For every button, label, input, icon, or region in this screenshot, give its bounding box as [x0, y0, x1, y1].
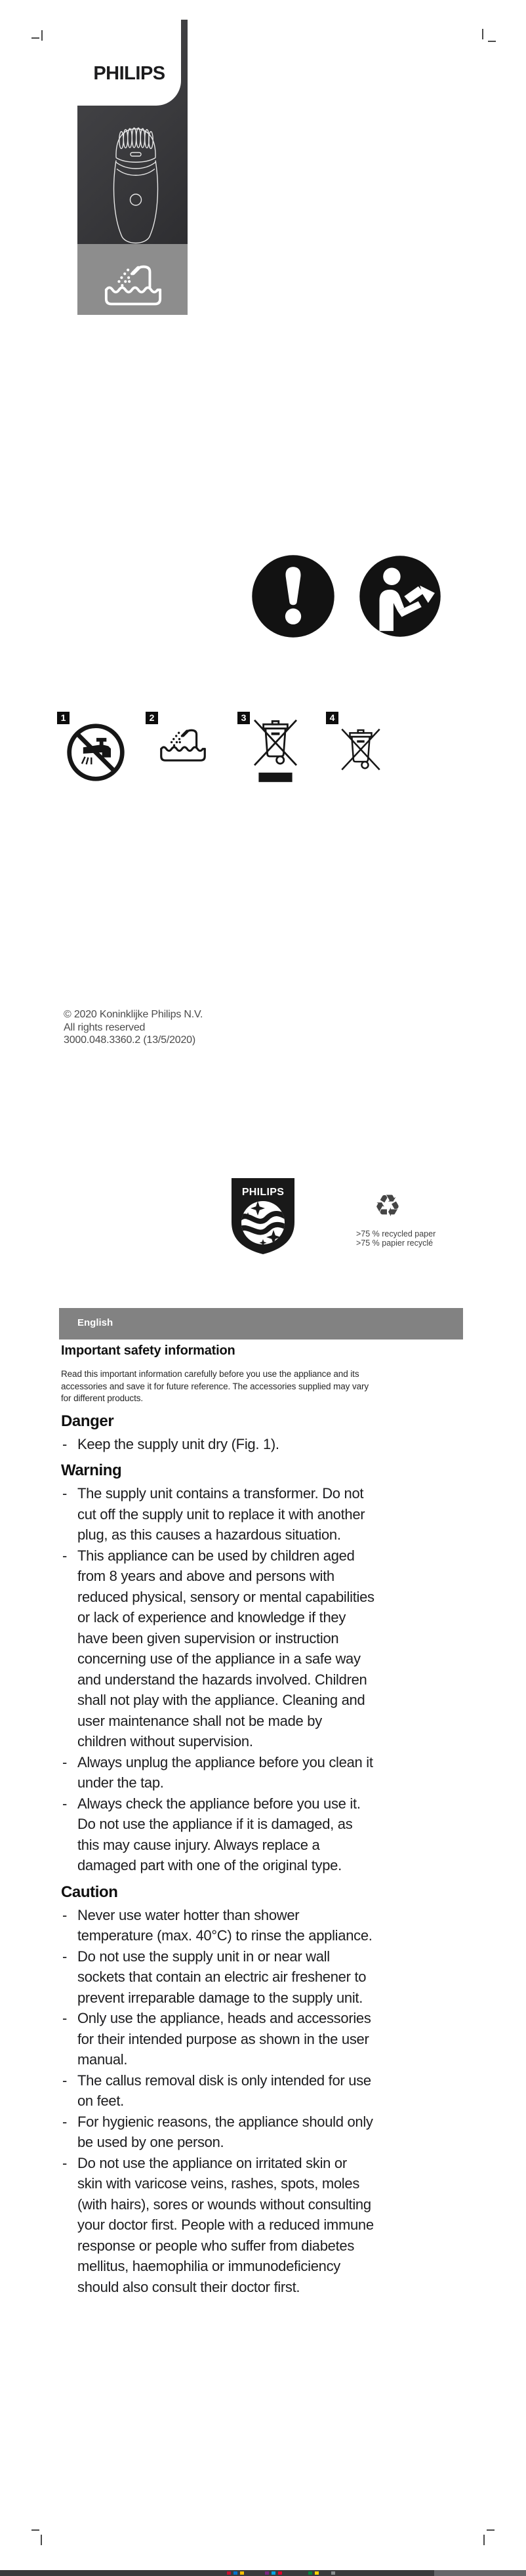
- figure-2-label: 2: [146, 712, 158, 724]
- page-title: Important safety information: [61, 1343, 235, 1358]
- rinse-under-shower-icon: [158, 726, 208, 766]
- print-speck: [308, 2571, 312, 2575]
- safety-sections: [61, 1412, 374, 2298]
- safety-item: - Do not use the supply unit in or near wall sockets that contain an electric air freshener to prevent irreparable damage to the supply unit.: [61, 1946, 374, 2009]
- figure-3-label: 3: [237, 712, 250, 724]
- copyright-line: All rights reserved: [64, 1021, 146, 1033]
- section-list: [61, 1483, 374, 1876]
- language-label: English: [77, 1317, 113, 1328]
- print-speck: [265, 2571, 269, 2575]
- language-bar: [59, 1308, 463, 1339]
- crop-mark-bottom-right: [487, 2529, 495, 2531]
- print-speck: [331, 2571, 335, 2575]
- philips-logo-panel: [77, 20, 181, 106]
- print-speck: [315, 2571, 319, 2575]
- section-heading-warning: Warning: [61, 1462, 122, 1479]
- recycled-paper-fr: >75 % papier recyclé: [356, 1238, 434, 1248]
- copyright-block: [64, 1008, 203, 1047]
- print-speck: [240, 2571, 244, 2575]
- crop-mark-bottom-left: [31, 2529, 39, 2531]
- crop-mark-top-right: [482, 29, 483, 39]
- safety-intro: Read this important information carefully before you use the appliance and its accessories and save it for future reference. The accessories supplied may vary for different products.: [61, 1369, 369, 1403]
- safety-item: - For hygienic reasons, the appliance should only be used by one person.: [61, 2112, 374, 2153]
- crop-mark-top-left: [31, 37, 39, 39]
- safety-content: [61, 1343, 374, 2297]
- figure-1-label: 1: [57, 712, 70, 724]
- crop-mark-top-right: [488, 41, 496, 42]
- svg-text:PHILIPS: PHILIPS: [241, 1187, 285, 1198]
- safety-item: - The supply unit contains a transformer. Do not cut off the supply unit to replace it with another plug, as this causes a hazardous situation.: [61, 1483, 374, 1545]
- print-speck: [233, 2571, 237, 2575]
- philips-wordmark: PHILIPS: [93, 63, 165, 84]
- recycled-paper-en: >75 % recycled paper: [356, 1229, 436, 1238]
- safety-item: - Do not use the appliance on irritated skin or skin with varicose veins, rashes, spots, moles (with hairs), sores or wounds without consulting your doctor first. People with a reduced immune response or people who suffer from diabetes mellitus, haemophilia or immunodeficiency should also consult their doctor first.: [61, 2153, 374, 2298]
- epilator-illustration-icon: [100, 112, 172, 259]
- safety-item: - The callus removal disk is only intended for use on feet.: [61, 2070, 374, 2112]
- top-product-box: [77, 20, 188, 315]
- weee-bar: [258, 773, 292, 782]
- safety-item: - Only use the appliance, heads and accessories for their intended purpose as shown in the user manual.: [61, 2008, 374, 2070]
- safety-item: - Always check the appliance before you use it. Do not use the appliance if it is damaged, as this may cause injury. Always replace a damaged part with one of the original type.: [61, 1793, 374, 1876]
- section-list: [61, 1905, 374, 2298]
- section-list: [61, 1434, 374, 1455]
- print-speck: [272, 2571, 275, 2575]
- safety-item: - This appliance can be used by children aged from 8 years and above and persons with reduced physical, sensory or mental capabilities or lack of experience and knowledge if they have been given supervision or instruction concerning use of the appliance in a safe way and understand the hazards involved. Children shall not play with the appliance. Cleaning and user maintenance shall not be made by children without supervision.: [61, 1545, 374, 1752]
- attention-icon: [251, 554, 335, 638]
- print-color-bar: [0, 2570, 526, 2576]
- section-heading-caution: Caution: [61, 1883, 118, 1901]
- figure-4-label: 4: [326, 712, 338, 724]
- washable-icon: [102, 261, 164, 311]
- safety-item: - Always unplug the appliance before you clean it under the tap.: [61, 1752, 374, 1793]
- crop-mark-bottom-left: [41, 2535, 42, 2545]
- print-speck: [227, 2571, 231, 2575]
- safety-item: - Never use water hotter than shower temperature (max. 40°C) to rinse the appliance.: [61, 1905, 374, 1946]
- copyright-line: © 2020 Koninklijke Philips N.V.: [64, 1009, 203, 1020]
- safety-item: - Keep the supply unit dry (Fig. 1).: [61, 1434, 374, 1455]
- recycled-paper-note: [356, 1229, 435, 1248]
- recycle-icon: ♻: [374, 1189, 401, 1223]
- no-tap-water-icon: [64, 721, 127, 784]
- print-color-bar-segment: [434, 2570, 526, 2576]
- philips-shield-logo: [230, 1176, 296, 1256]
- crop-mark-bottom-right: [483, 2535, 485, 2545]
- copyright-line: 3000.048.3360.2 (13/5/2020): [64, 1034, 195, 1046]
- crossed-bin-icon: [337, 724, 384, 775]
- crop-mark-top-left: [41, 30, 43, 41]
- read-manual-icon: [359, 555, 441, 638]
- weee-bin-icon: [249, 714, 302, 788]
- print-speck: [278, 2571, 282, 2575]
- section-heading-danger: Danger: [61, 1412, 114, 1430]
